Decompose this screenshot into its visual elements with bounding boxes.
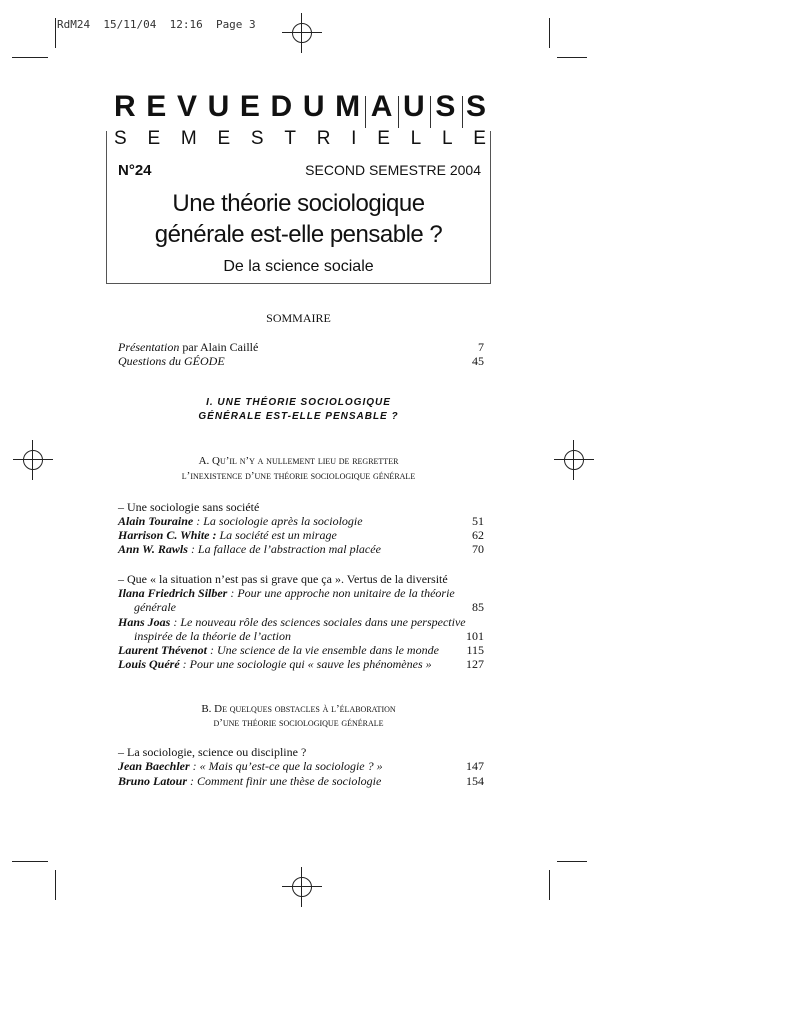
crop-mark <box>12 57 48 58</box>
crop-mark <box>549 870 550 900</box>
toc-entry-continuation: inspirée de la théorie de l’action 101 <box>134 629 484 643</box>
toc-entry: Louis Quéré : Pour une sociologie qui « sauve les phénomènes » 127 <box>118 657 484 671</box>
masthead-subtitle-letter: R <box>316 128 331 149</box>
toc-entry: Ann W. Rawls : La fallace de l’abstraction mal placée 70 <box>118 542 484 556</box>
registration-mark-icon <box>562 448 586 472</box>
masthead-subtitle-letter: E <box>217 128 231 149</box>
issue-semester: SECOND SEMESTRE 2004 <box>305 162 481 178</box>
section-heading: l’inexistence d’une théorie sociologique générale <box>181 470 416 482</box>
masthead-title-letter: D <box>270 90 293 123</box>
masthead-subtitle-letter: M <box>180 128 197 149</box>
section-heading: B. De quelques obstacles à l’élaboration <box>201 703 396 715</box>
masthead-title-letter: U <box>207 90 230 123</box>
crop-mark <box>549 18 550 48</box>
title-divider <box>430 96 431 128</box>
masthead-title-letter: S <box>465 90 486 123</box>
group-title: – Que « la situation n’est pas si grave que ça ». Vertus de la diversité <box>118 572 448 586</box>
masthead-subtitle-letter: T <box>284 128 296 149</box>
section-heading: d’une théorie sociologique générale <box>213 717 384 729</box>
registration-mark-icon <box>21 448 45 472</box>
toc-entry: Présentation par Alain Caillé 7 <box>118 340 484 354</box>
section-heading: A. Qu’il n’y a nullement lieu de regretter <box>198 455 399 467</box>
crop-mark <box>557 861 587 862</box>
masthead-title-letter: U <box>302 90 325 123</box>
crop-mark <box>12 861 48 862</box>
issue-number: N°24 <box>118 162 152 179</box>
masthead-title-letter: R <box>114 90 136 123</box>
group-title: – La sociologie, science ou discipline ? <box>118 745 307 759</box>
masthead-subtitle-letter: L <box>410 128 422 149</box>
masthead-subtitle-letter: E <box>377 128 390 149</box>
masthead-subtitle-letter: E <box>147 128 161 149</box>
toc-entry: Alain Touraine : La sociologie après la sociologie 51 <box>118 514 484 528</box>
toc-entry: Questions du GÉODE 45 <box>118 354 484 368</box>
part-heading: I. UNE THÉORIE SOCIOLOGIQUE <box>206 397 391 408</box>
theme-title-line2: générale est-elle pensable ? <box>154 221 443 248</box>
toc-entry: Harrison C. White : La société est un mirage 62 <box>118 528 484 542</box>
sommaire-heading: SOMMAIRE <box>266 311 331 325</box>
group-title: – Une sociologie sans société <box>118 500 260 514</box>
toc-entry: Ilana Friedrich Silber : Pour une approche non unitaire de la théorie <box>118 586 455 600</box>
toc-entry-continuation: générale 85 <box>134 600 484 614</box>
registration-mark-icon <box>290 21 314 45</box>
masthead-title-letter: M <box>335 90 361 123</box>
masthead-title-letter: E <box>239 90 260 123</box>
title-divider <box>462 96 463 128</box>
masthead-subtitle-letter: S <box>114 128 127 149</box>
title-divider <box>398 96 399 128</box>
crop-mark <box>55 18 56 48</box>
masthead-title-letter: U <box>403 90 425 123</box>
toc-entry: Laurent Thévenot : Une science de la vie ensemble dans le monde 115 <box>118 643 484 657</box>
masthead-title-letter: A <box>370 90 393 123</box>
title-divider <box>365 96 366 128</box>
masthead-subtitle-letter: I <box>351 128 357 149</box>
toc-entry: Jean Baechler : « Mais qu’est-ce que la sociologie ? » 147 <box>118 759 484 773</box>
theme-subtitle: De la science sociale <box>223 258 374 275</box>
masthead-title-letter: V <box>176 90 197 123</box>
masthead-title-letter: S <box>435 90 456 123</box>
registration-mark-icon <box>290 875 314 899</box>
crop-mark <box>557 57 587 58</box>
theme-title-line1: Une théorie sociologique <box>172 190 425 217</box>
masthead-subtitle <box>114 127 486 151</box>
masthead-title-letter: E <box>146 90 167 123</box>
crop-mark <box>55 870 56 900</box>
print-header: RdM24 15/11/04 12:16 Page 3 <box>57 18 256 31</box>
masthead-subtitle-letter: E <box>473 128 486 149</box>
masthead-subtitle-letter: L <box>441 128 453 149</box>
masthead-subtitle-letter: S <box>250 128 264 149</box>
part-heading: GÉNÉRALE EST-ELLE PENSABLE ? <box>198 411 399 422</box>
toc-entry: Bruno Latour : Comment finir une thèse de sociologie 154 <box>118 774 484 788</box>
toc-entry: Hans Joas : Le nouveau rôle des sciences sociales dans une perspective <box>118 615 466 629</box>
